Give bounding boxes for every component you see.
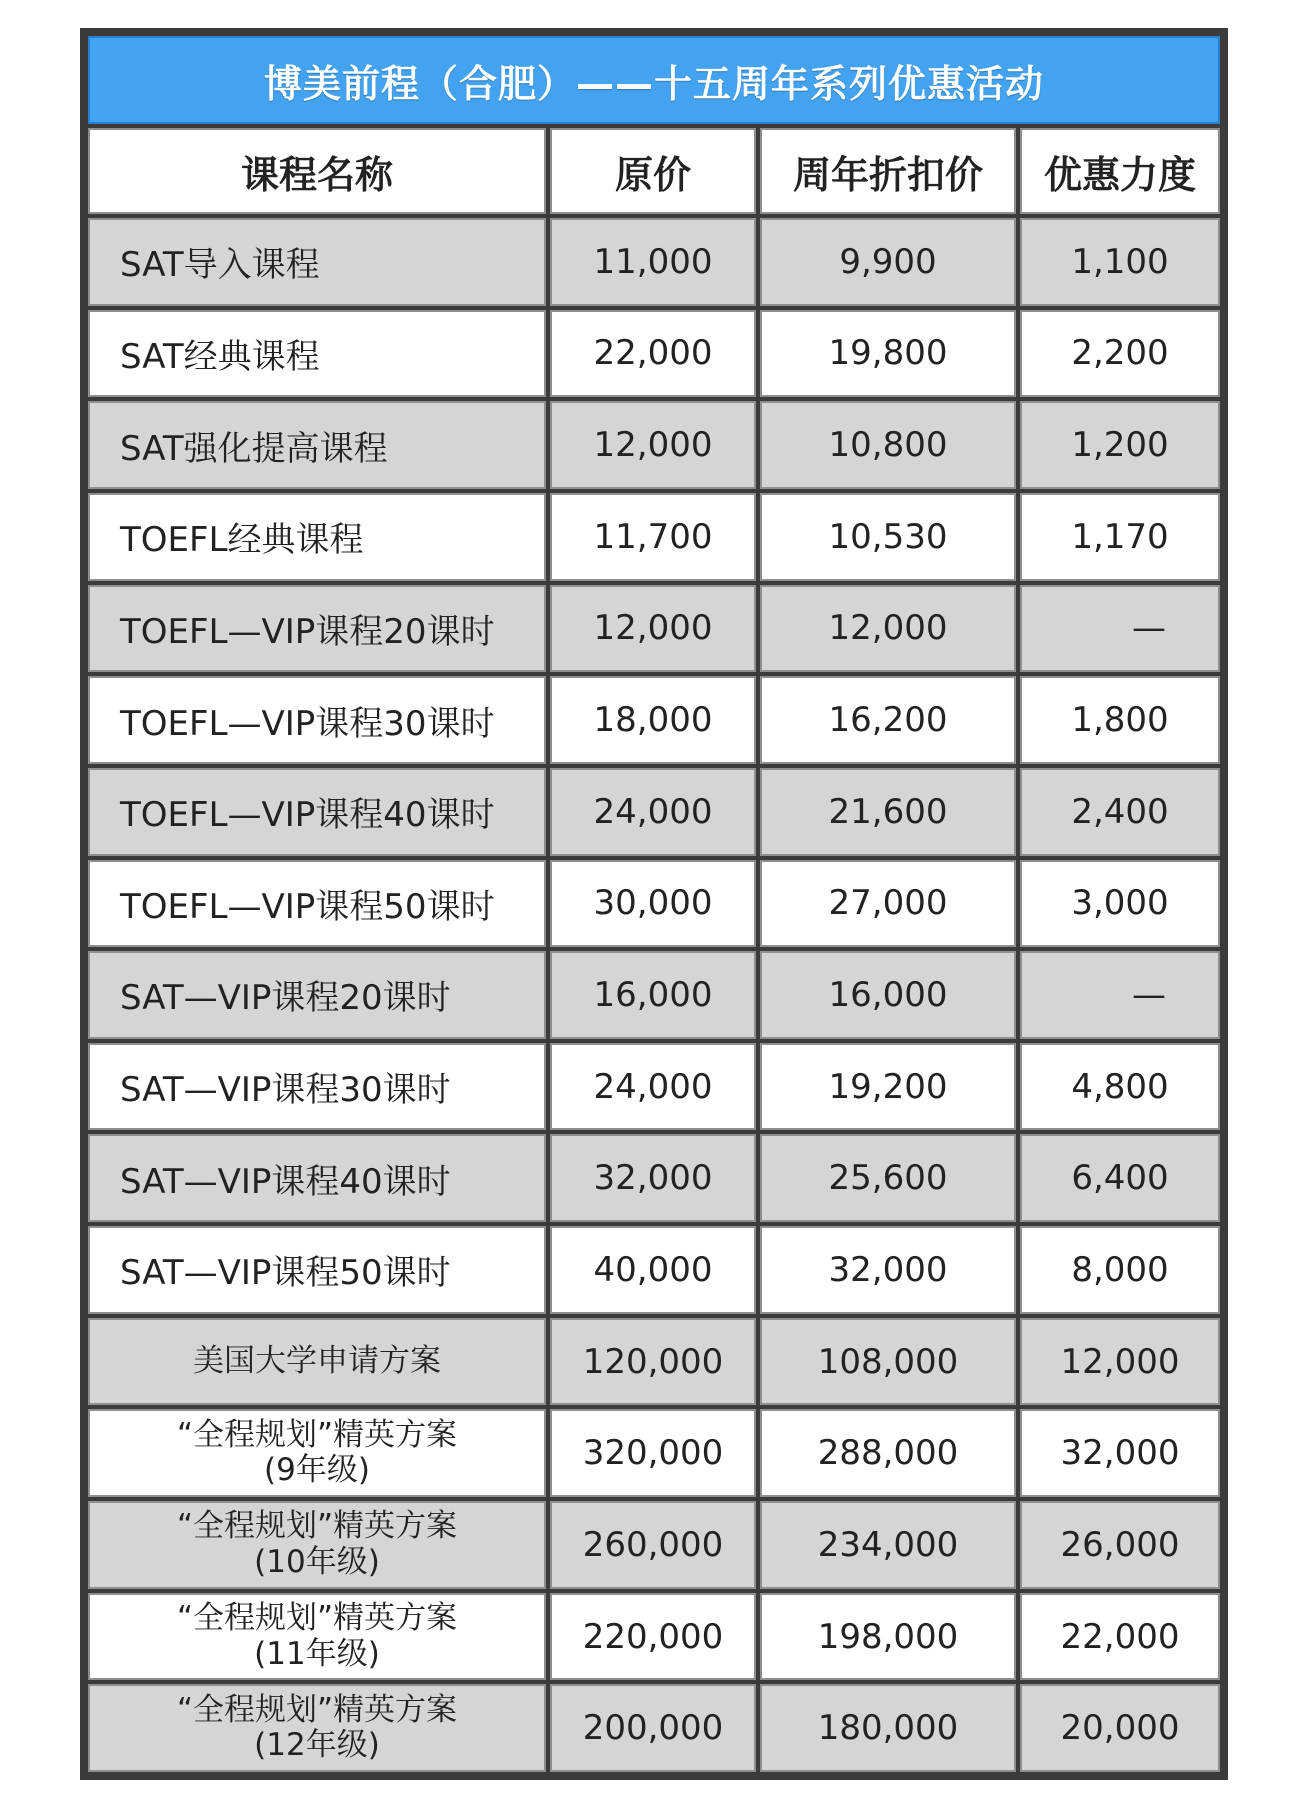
discount-price-cell: 234,000	[760, 1501, 1016, 1589]
course-name-cell: SAT经典课程	[88, 310, 546, 398]
saving-cell: 2,200	[1020, 310, 1220, 398]
discount-price-cell: 19,800	[760, 310, 1016, 398]
original-price-cell: 22,000	[550, 310, 756, 398]
discount-price-cell: 12,000	[760, 585, 1016, 673]
discount-price-cell: 19,200	[760, 1043, 1016, 1131]
course-name-line1: “全程规划”精英方案	[176, 1416, 458, 1453]
course-name-cell: SAT强化提高课程	[88, 401, 546, 489]
course-name-cell	[88, 1409, 546, 1497]
course-name-grade: (9年级)	[264, 1452, 370, 1489]
course-name-line1: “全程规划”精英方案	[176, 1508, 458, 1545]
header-discount-amount: 优惠力度	[1020, 128, 1220, 214]
price-table-frame	[80, 28, 1228, 1780]
course-name-cell: TOEFL—VIP课程20课时	[88, 585, 546, 673]
original-price-cell: 11,000	[550, 218, 756, 306]
saving-cell: 22,000	[1020, 1593, 1220, 1681]
saving-cell: 3,000	[1020, 860, 1220, 948]
saving-cell: 26,000	[1020, 1501, 1220, 1589]
original-price-cell: 32,000	[550, 1134, 756, 1222]
header-original-price: 原价	[550, 128, 756, 214]
saving-cell: 32,000	[1020, 1409, 1220, 1497]
course-name-cell: SAT—VIP课程20课时	[88, 951, 546, 1039]
discount-price-cell: 16,200	[760, 676, 1016, 764]
course-name-cell: SAT导入课程	[88, 218, 546, 306]
course-name-cell	[88, 1501, 546, 1589]
table-title-bar	[88, 36, 1220, 124]
saving-cell: 20,000	[1020, 1684, 1220, 1772]
original-price-cell: 24,000	[550, 1043, 756, 1131]
course-name-cell: TOEFL—VIP课程30课时	[88, 676, 546, 764]
discount-price-cell: 9,900	[760, 218, 1016, 306]
saving-cell: 4,800	[1020, 1043, 1220, 1131]
course-name-grade: (11年级)	[254, 1635, 380, 1672]
price-table	[88, 128, 1220, 1772]
saving-cell: 1,170	[1020, 493, 1220, 581]
course-name-grade: (10年级)	[254, 1543, 380, 1580]
original-price-cell: 200,000	[550, 1684, 756, 1772]
course-name-cell: TOEFL—VIP课程50课时	[88, 860, 546, 948]
discount-price-cell: 198,000	[760, 1593, 1016, 1681]
course-name-line1: “全程规划”精英方案	[176, 1599, 458, 1636]
original-price-cell: 40,000	[550, 1226, 756, 1314]
original-price-cell: 16,000	[550, 951, 756, 1039]
course-name-cell: SAT—VIP课程50课时	[88, 1226, 546, 1314]
saving-cell: —	[1020, 951, 1220, 1039]
saving-cell: 1,200	[1020, 401, 1220, 489]
discount-price-cell: 27,000	[760, 860, 1016, 948]
course-name-cell: SAT—VIP课程30课时	[88, 1043, 546, 1131]
original-price-cell: 30,000	[550, 860, 756, 948]
original-price-cell: 12,000	[550, 401, 756, 489]
header-anniversary-price: 周年折扣价	[760, 128, 1016, 214]
course-name-cell: TOEFL经典课程	[88, 493, 546, 581]
course-name-cell	[88, 1684, 546, 1772]
discount-price-cell: 10,800	[760, 401, 1016, 489]
discount-price-cell: 21,600	[760, 768, 1016, 856]
original-price-cell: 320,000	[550, 1409, 756, 1497]
discount-price-cell: 288,000	[760, 1409, 1016, 1497]
discount-price-cell: 25,600	[760, 1134, 1016, 1222]
saving-cell: 1,800	[1020, 676, 1220, 764]
saving-cell: 8,000	[1020, 1226, 1220, 1314]
table-title: 博美前程（合肥）——十五周年系列优惠活动	[263, 61, 1044, 106]
original-price-cell: 260,000	[550, 1501, 756, 1589]
saving-cell: 2,400	[1020, 768, 1220, 856]
discount-price-cell: 16,000	[760, 951, 1016, 1039]
course-name-line1: “全程规划”精英方案	[176, 1691, 458, 1728]
original-price-cell: 220,000	[550, 1593, 756, 1681]
saving-cell: 12,000	[1020, 1318, 1220, 1406]
saving-cell: —	[1020, 585, 1220, 673]
saving-cell: 6,400	[1020, 1134, 1220, 1222]
discount-price-cell: 180,000	[760, 1684, 1016, 1772]
course-name-cell: TOEFL—VIP课程40课时	[88, 768, 546, 856]
course-name-cell	[88, 1593, 546, 1681]
course-name-cell: 美国大学申请方案	[88, 1318, 546, 1406]
original-price-cell: 120,000	[550, 1318, 756, 1406]
original-price-cell: 11,700	[550, 493, 756, 581]
discount-price-cell: 108,000	[760, 1318, 1016, 1406]
original-price-cell: 12,000	[550, 585, 756, 673]
header-course-name: 课程名称	[88, 128, 546, 214]
course-name-cell: SAT—VIP课程40课时	[88, 1134, 546, 1222]
saving-cell: 1,100	[1020, 218, 1220, 306]
discount-price-cell: 10,530	[760, 493, 1016, 581]
original-price-cell: 24,000	[550, 768, 756, 856]
course-name-grade: (12年级)	[254, 1727, 380, 1764]
original-price-cell: 18,000	[550, 676, 756, 764]
discount-price-cell: 32,000	[760, 1226, 1016, 1314]
